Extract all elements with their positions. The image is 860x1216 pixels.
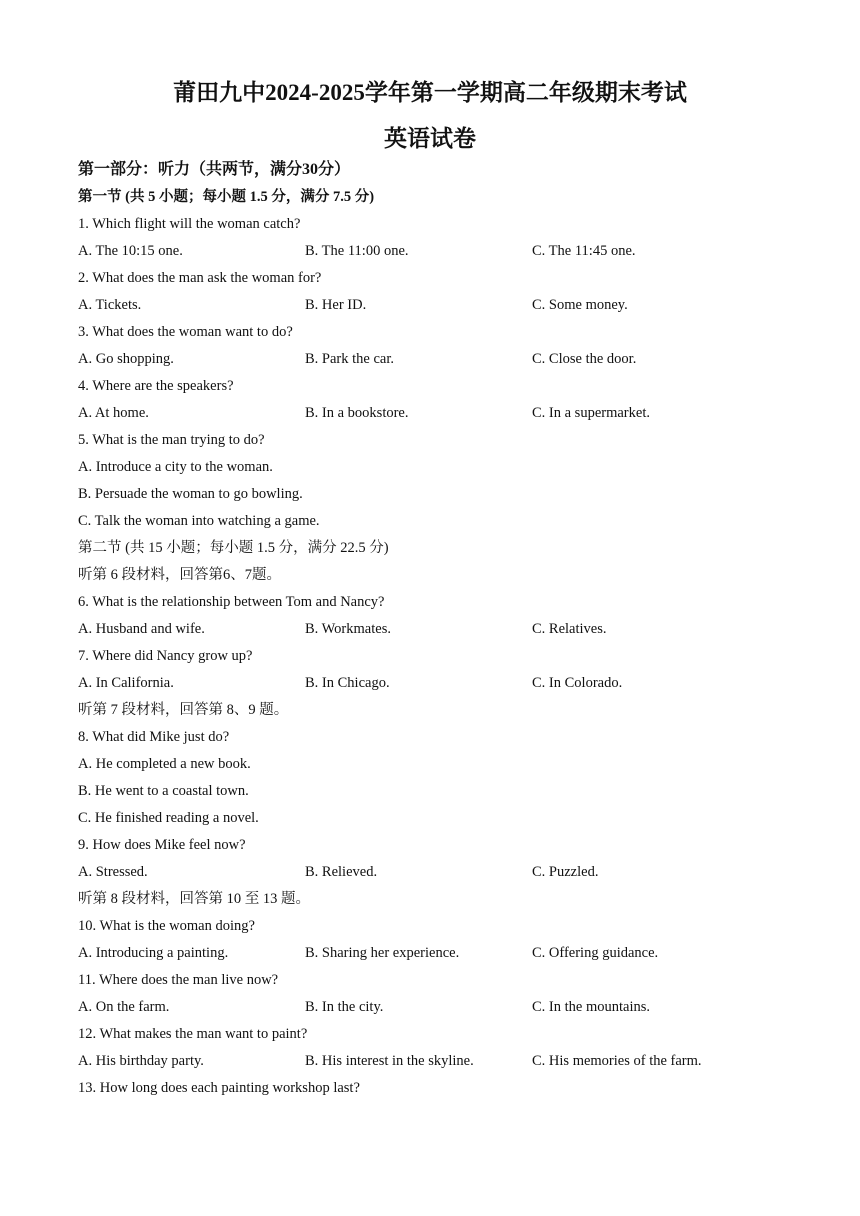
q12-option-b: B. His interest in the skyline. bbox=[305, 1053, 474, 1069]
q12-option-a: A. His birthday party. bbox=[78, 1053, 204, 1069]
q4-option-b: B. In a bookstore. bbox=[305, 405, 409, 421]
q5-option-b: B. Persuade the woman to go bowling. bbox=[78, 486, 303, 502]
question-11: 11. Where does the man live now? bbox=[78, 972, 279, 988]
question-5: 5. What is the man trying to do? bbox=[78, 432, 265, 448]
q9-option-a: A. Stressed. bbox=[78, 864, 148, 880]
material-6-instruction: 听第 6 段材料，回答第6、7题。 bbox=[78, 567, 281, 583]
q10-option-b: B. Sharing her experience. bbox=[305, 945, 460, 961]
q6-option-c: C. Relatives. bbox=[532, 621, 607, 637]
q10-option-a: A. Introducing a painting. bbox=[78, 945, 229, 961]
q2-option-b: B. Her ID. bbox=[305, 297, 367, 313]
q11-option-a: A. On the farm. bbox=[78, 999, 170, 1015]
part1-heading: 第一部分：听力（共两节，满分30分） bbox=[78, 161, 351, 178]
q9-option-c: C. Puzzled. bbox=[532, 864, 599, 880]
section2-heading: 第二节 (共 15 小题；每小题 1.5 分，满分 22.5 分) bbox=[78, 540, 389, 556]
section1-heading: 第一节 (共 5 小题；每小题 1.5 分，满分 7.5 分) bbox=[78, 189, 375, 205]
q4-option-c: C. In a supermarket. bbox=[532, 405, 650, 421]
q11-option-b: B. In the city. bbox=[305, 999, 384, 1015]
q11-option-c: C. In the mountains. bbox=[532, 999, 651, 1015]
q1-option-c: C. The 11:45 one. bbox=[532, 243, 636, 259]
question-6: 6. What is the relationship between Tom and Nancy? bbox=[78, 594, 385, 610]
question-9: 9. How does Mike feel now? bbox=[78, 837, 246, 853]
q1-option-b: B. The 11:00 one. bbox=[305, 243, 409, 259]
q8-option-c: C. He finished reading a novel. bbox=[78, 810, 259, 826]
q10-option-c: C. Offering guidance. bbox=[532, 945, 659, 961]
q4-option-a: A. At home. bbox=[78, 405, 149, 421]
q3-option-c: C. Close the door. bbox=[532, 351, 637, 367]
question-1: 1. Which flight will the woman catch? bbox=[78, 216, 301, 232]
q7-option-b: B. In Chicago. bbox=[305, 675, 390, 691]
q9-option-b: B. Relieved. bbox=[305, 864, 378, 880]
q3-option-a: A. Go shopping. bbox=[78, 351, 174, 367]
q8-option-a: A. He completed a new book. bbox=[78, 756, 251, 772]
q6-option-a: A. Husband and wife. bbox=[78, 621, 205, 637]
q5-option-c: C. Talk the woman into watching a game. bbox=[78, 513, 320, 529]
question-3: 3. What does the woman want to do? bbox=[78, 324, 293, 340]
question-12: 12. What makes the man want to paint? bbox=[78, 1026, 308, 1042]
question-8: 8. What did Mike just do? bbox=[78, 729, 230, 745]
q12-option-c: C. His memories of the farm. bbox=[532, 1053, 702, 1069]
question-13: 13. How long does each painting workshop last? bbox=[78, 1080, 360, 1096]
q6-option-b: B. Workmates. bbox=[305, 621, 391, 637]
exam-subtitle: 英语试卷 bbox=[384, 126, 476, 151]
question-7: 7. Where did Nancy grow up? bbox=[78, 648, 253, 664]
question-10: 10. What is the woman doing? bbox=[78, 918, 255, 934]
q8-option-b: B. He went to a coastal town. bbox=[78, 783, 249, 799]
exam-title: 莆田九中2024-2025学年第一学期高二年级期末考试 bbox=[173, 80, 687, 105]
material-7-instruction: 听第 7 段材料，回答第 8、9 题。 bbox=[78, 702, 289, 718]
q2-option-c: C. Some money. bbox=[532, 297, 628, 313]
material-8-instruction: 听第 8 段材料，回答第 10 至 13 题。 bbox=[78, 891, 310, 907]
question-4: 4. Where are the speakers? bbox=[78, 378, 234, 394]
q7-option-a: A. In California. bbox=[78, 675, 174, 691]
q2-option-a: A. Tickets. bbox=[78, 297, 142, 313]
q5-option-a: A. Introduce a city to the woman. bbox=[78, 459, 273, 475]
q3-option-b: B. Park the car. bbox=[305, 351, 394, 367]
question-2: 2. What does the man ask the woman for? bbox=[78, 270, 322, 286]
q1-option-a: A. The 10:15 one. bbox=[78, 243, 183, 259]
q7-option-c: C. In Colorado. bbox=[532, 675, 623, 691]
